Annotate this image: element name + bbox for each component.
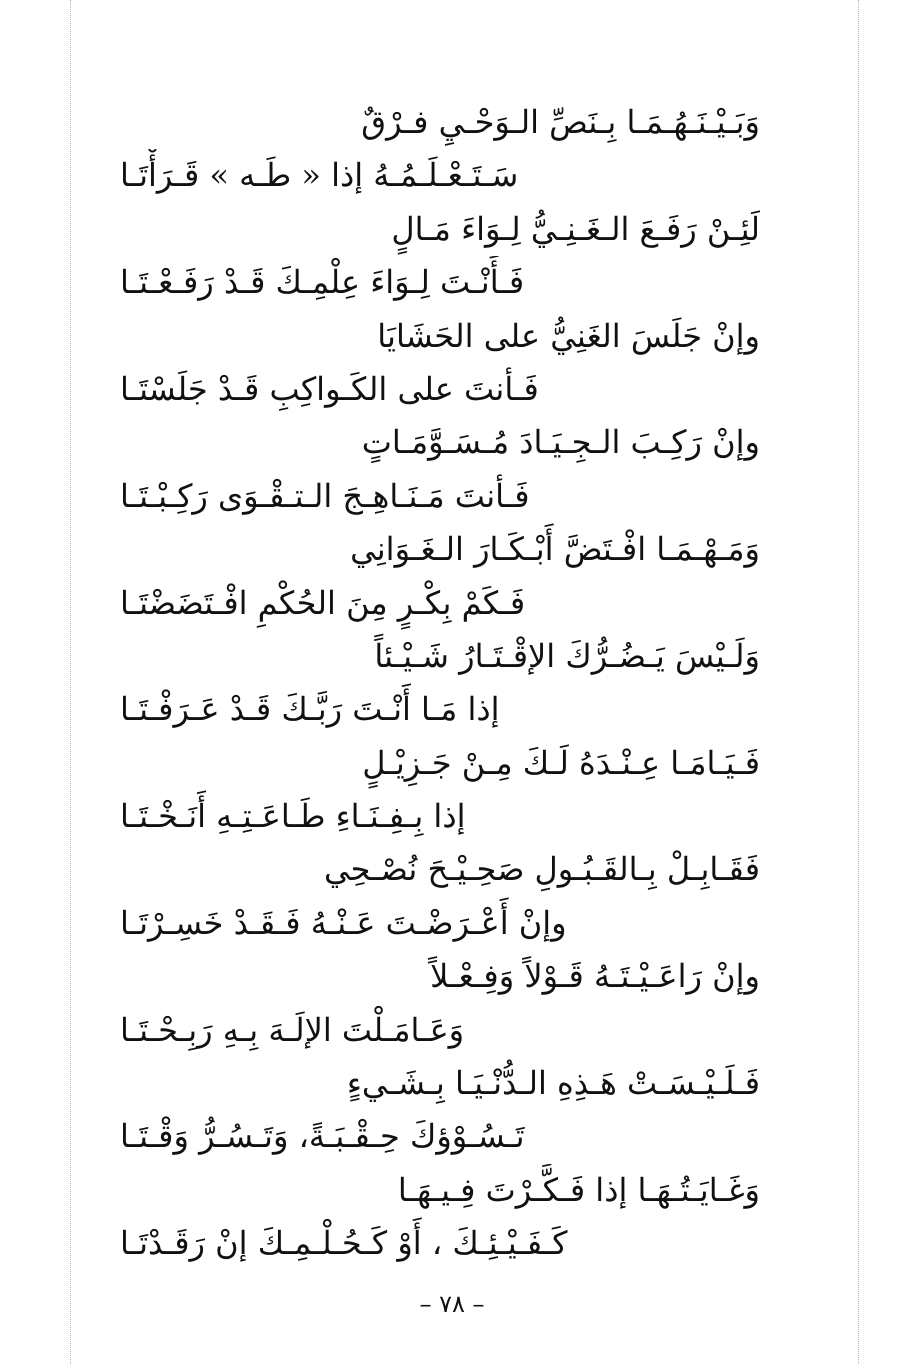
poem-body (120, 96, 760, 1271)
verse-line: وَعَـامَـلْتَ الإلَـهَ بِـهِ رَبِـحْـتَـا (120, 1010, 465, 1049)
verse-line: فَـأنتَ مَـنَـاهِـجَ الـتـقْـوَى رَكِـبْـتَـا (120, 476, 530, 515)
verse-line: فَـكَمْ بِكْـرٍ مِنَ الحُكْمِ افْـتَضَضْتَـا (120, 583, 526, 622)
verse-line: كَـفَـيْـئِـكَ ، أَوْ كَـحُـلْـمِـكَ إنْ رَقَـدْتَـا (120, 1224, 568, 1263)
verse-line: فَـأَنْـتَ لِـوَاءَ عِلْمِـكَ قَـدْ رَفَـعْـتَـا (120, 263, 525, 302)
right-margin-rule (858, 0, 859, 1364)
verse-line: وَمَـهْـمَـا افْـتَضَّ أَبْـكَـارَ الـغَـوَانِي (350, 530, 760, 569)
verse-line: فَـلَـيْـسَـتْ هَـذِهِ الـدُّنْـيَـا بِـشَـيءٍ (346, 1064, 760, 1103)
verse-line: فَقَـابِـلْ بِـالقَـبُـولِ صَحِـيْـحَ نُصْـحِي (323, 850, 760, 889)
verse-line: وإنْ جَلَسَ الغَنِيُّ على الحَشَايَا (377, 316, 760, 355)
verse-line: فَـأنتَ على الكَـواكِبِ قَـدْ جَلَسْتَـا (120, 369, 539, 408)
verse-line: لَئِـنْ رَفَـعَ الـغَـنِـيُّ لِـوَاءَ مَـالٍ (391, 209, 760, 248)
left-margin-rule (70, 0, 71, 1364)
verse-line: وَلَـيْسَ يَـضُـرُّكَ الإقْـتَـارُ شَـيْـئاً (374, 636, 760, 675)
verse-line: وإنْ أَعْـرَضْـتَ عَـنْـهُ فَـقَـدْ خَسِـرْتَـا (120, 903, 567, 942)
verse-line: فَـيَـامَـا عِـنْـدَهُ لَـكَ مِـنْ جَـزِيْـلٍ (362, 743, 760, 782)
verse-line: سَـتَـعْـلَـمُـهُ إذا « طَـه » قَـرَأْتَـا (120, 156, 519, 195)
verse-line: وَغَـايَـتُـهَـا إذا فَـكَّـرْتَ فِـيـهَـا (397, 1170, 760, 1209)
verse-line: إذا بِـفِـنَـاءِ طَـاعَـتِـهِ أَنَـخْـتَـا (120, 797, 466, 836)
page-number: – ٧٨ – (419, 1290, 485, 1318)
verse-line: إذا مَـا أَنْـتَ رَبَّـكَ قَـدْ عَـرَفْـتَـا (120, 690, 500, 729)
verse-line: وإنْ رَكِـبَ الـجِـيَـادَ مُـسَـوَّمَـاتٍ (361, 423, 760, 462)
verse-line: وَبَـيْـنَـهُـمَـا بِـنَصِّ الـوَحْـيِ فـرْقٌ (361, 103, 760, 141)
verse-line: تَـسُـوْؤكَ حِـقْـبَـةً، وَتَـسُـرُّ وَقْـتَـا (120, 1117, 525, 1156)
verse-line: وإنْ رَاعَـيْـتَـهُ قَـوْلاً وَفِـعْـلاً (430, 957, 760, 996)
